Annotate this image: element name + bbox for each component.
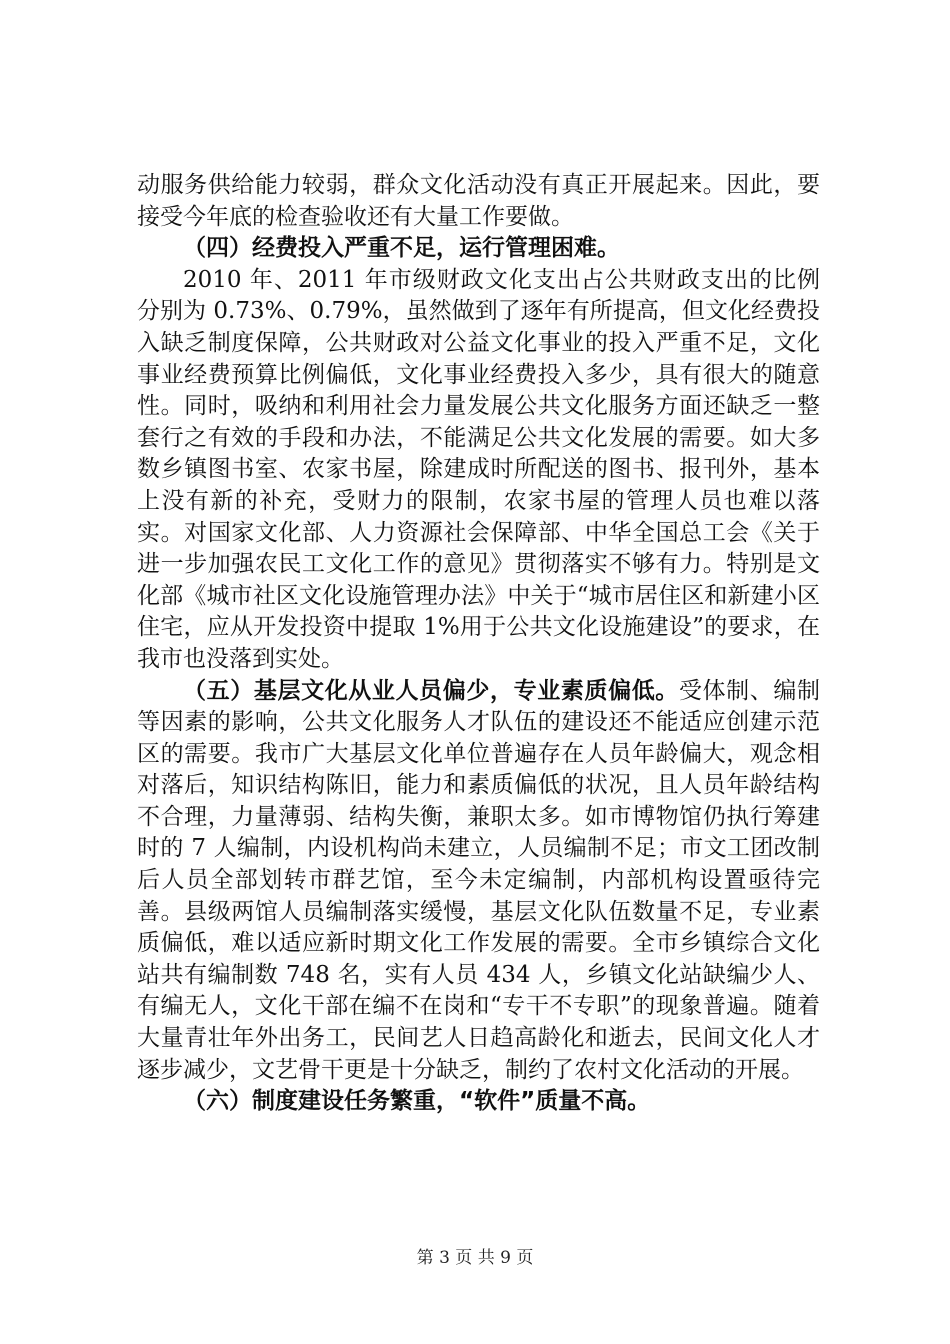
page-footer <box>0 1243 950 1268</box>
section-heading-6: （六）制度建设任务繁重，“软件”质量不高。 <box>183 1088 651 1115</box>
paragraph-section-4: 2010 年、2011 年市级财政文化支出占公共财政支出的比例分别为 0.73%、0.79%，虽然做到了逐年有所提高，但文化经费投入缺乏制度保障，公共财政对公益文化事业的投入严重不足，文化事业经费预算比例偏低，文化事业经费投入多少，具有很大的随意性。同时，吸纳和利用社会力量发展公共文化服务方面还缺乏一整套行之有效的手段和办法，不能满足公共文化发展的需要。如大多数乡镇图书室、农家书屋，除建成时所配送的图书、报刊外，基本上没有新的补充，受财力的限制，农家书屋的管理人员也难以落实。对国家文化部、人力资源社会保障部、中华全国总工会《关于进一步加强农民工文化工作的意见》贯彻落实不够有力。特别是文化部《城市社区文化设施管理办法》中关于“城市居住区和新建小区住宅，应从开发投资中提取 1%用于公共文化设施建设”的要求，在我市也没落到实处。 <box>137 266 820 672</box>
paragraph-section-5-text: 受体制、编制等因素的影响，公共文化服务人才队伍的建设还不能适应创建示范区的需要。我市广大基层文化单位普遍存在人员年龄偏大，观念相对落后，知识结构陈旧，能力和素质偏低的状况，且人员年龄结构不合理，力量薄弱、结构失衡，兼职太多。如市博物馆仍执行筹建时的 7 人编制，内设机构尚未建立，人员编制不足；市文工团改制后人员全部划转市群艺馆，至今未定编制，内部机构设置亟待完善。县级两馆人员编制落实缓慢，基层文化队伍数量不足，专业素质偏低，难以适应新时期文化工作发展的需要。全市乡镇综合文化站共有编制数 748 名，实有人员 434 人，乡镇文化站缺编少人、有编无人，文化干部在编不在岗和“专干不专职”的现象普遍。随着大量青壮年外出务工，民间艺人日趋高龄化和逝去，民间文化人才逐步减少，文艺骨干更是十分缺乏，制约了农村文化活动的开展。 <box>137 677 821 1083</box>
paragraph-section-5 <box>137 676 820 1087</box>
section-heading-5: （五）基层文化从业人员偏少，专业素质偏低。 <box>183 677 679 704</box>
page-number: 第 3 页 共 9 页 <box>416 1248 534 1268</box>
section-heading-4: （四）经费投入严重不足，运行管理困难。 <box>183 235 620 262</box>
document-body <box>137 170 820 1118</box>
paragraph-continued: 动服务供给能力较弱，群众文化活动没有真正开展起来。因此，要接受今年底的检查验收还有大量工作要做。 <box>137 172 820 230</box>
